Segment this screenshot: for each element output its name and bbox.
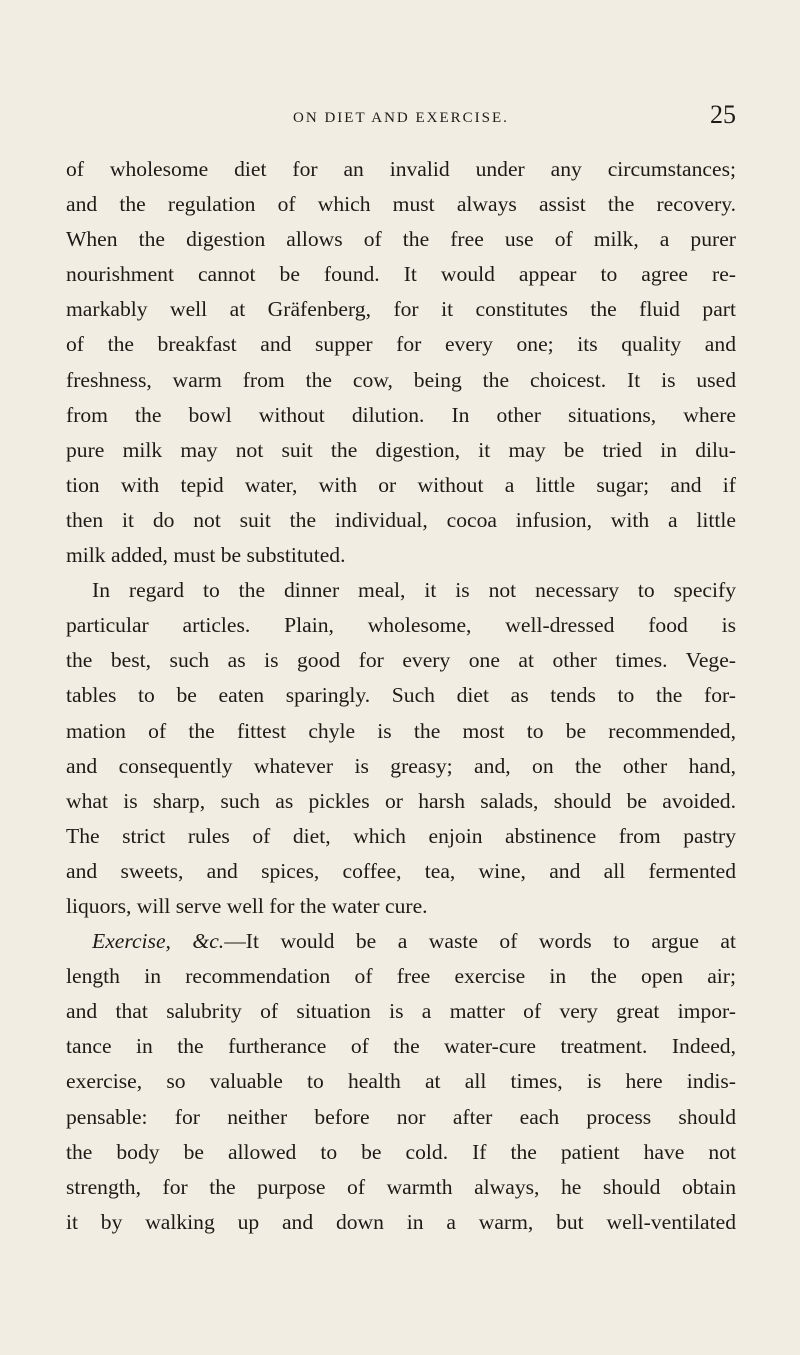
section-lead: Exercise, &c. bbox=[92, 929, 225, 954]
text-line: tion with tepid water, with or without a little sugar; and if bbox=[66, 472, 736, 497]
text-line: tables to be eaten sparingly. Such diet as tends to the for- bbox=[66, 683, 736, 708]
text-line: tance in the furtherance of the water-cure treatment. Indeed, bbox=[66, 1034, 736, 1059]
text-line: the body be allowed to be cold. If the patient have not bbox=[66, 1139, 736, 1164]
text-line: what is sharp, such as pickles or harsh salads, should be avoided. bbox=[66, 788, 736, 813]
text-line: freshness, warm from the cow, being the choicest. It is used bbox=[66, 367, 736, 392]
text-line: When the digestion allows of the free use of milk, a purer bbox=[66, 227, 736, 252]
text-line: then it do not suit the individual, cocoa infusion, with a little bbox=[66, 507, 736, 532]
running-title: ON DIET AND EXERCISE. bbox=[293, 110, 509, 126]
paragraph-3 bbox=[66, 924, 736, 1240]
paragraph-2 bbox=[66, 573, 736, 924]
text-line: the best, such as is good for every one at other times. Vege- bbox=[66, 648, 736, 673]
text-line: milk added, must be substituted. bbox=[66, 543, 346, 568]
page-header bbox=[66, 96, 736, 136]
text-line: of the breakfast and supper for every one; its quality and bbox=[66, 332, 736, 357]
text-line: pure milk may not suit the digestion, it may be tried in dilu- bbox=[66, 437, 736, 462]
text-span: —It would be a waste of words to argue at bbox=[224, 929, 737, 954]
text-line: and consequently whatever is greasy; and, on the other hand, bbox=[66, 753, 736, 778]
text-line: length in recommendation of free exercise in the open air; bbox=[66, 964, 736, 989]
text-line: mation of the fittest chyle is the most to be recommended, bbox=[66, 718, 736, 743]
text-line: of wholesome diet for an invalid under any circumstances; bbox=[66, 157, 736, 181]
text-line: and that salubrity of situation is a matter of very great impor- bbox=[66, 999, 736, 1024]
text-line: exercise, so valuable to health at all times, is here indis- bbox=[66, 1069, 736, 1094]
text-line: it by walking up and down in a warm, but well-ventilated bbox=[66, 1209, 736, 1234]
page-number: 25 bbox=[710, 100, 736, 129]
text-line: markably well at Gräfenberg, for it constitutes the fluid part bbox=[66, 297, 736, 322]
paragraph-1 bbox=[66, 152, 736, 573]
text-line: particular articles. Plain, wholesome, well-dressed food is bbox=[66, 613, 736, 638]
text-line: and the regulation of which must always assist the recovery. bbox=[66, 192, 736, 217]
text-line: and sweets, and spices, coffee, tea, wine, and all fermented bbox=[66, 858, 736, 883]
text-line: nourishment cannot be found. It would appear to agree re- bbox=[66, 262, 736, 287]
text-line: liquors, will serve well for the water cure. bbox=[66, 893, 428, 918]
text-line: In regard to the dinner meal, it is not necessary to specify bbox=[92, 578, 736, 603]
text-line: strength, for the purpose of warmth always, he should obtain bbox=[66, 1174, 736, 1199]
body-text bbox=[66, 152, 736, 1240]
text-line bbox=[66, 924, 736, 959]
text-line: pensable: for neither before nor after each process should bbox=[66, 1104, 736, 1129]
text-line: from the bowl without dilution. In other situations, where bbox=[66, 402, 736, 427]
text-line: The strict rules of diet, which enjoin abstinence from pastry bbox=[66, 823, 736, 848]
